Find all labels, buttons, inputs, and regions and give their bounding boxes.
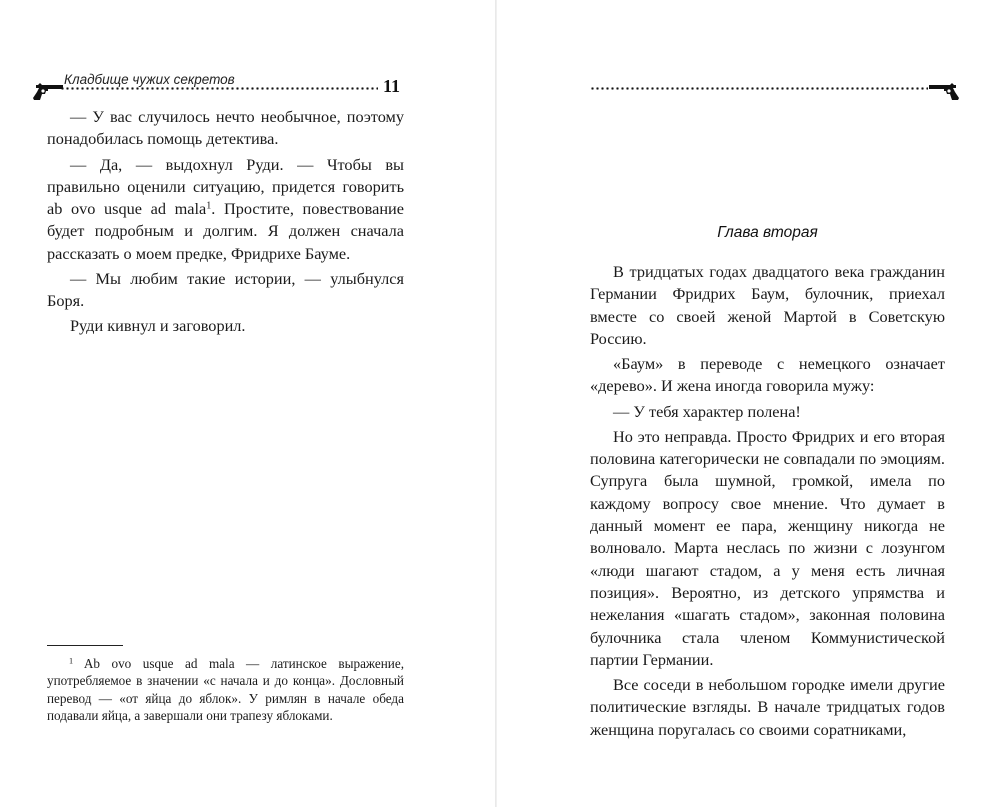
paragraph: «Баум» в переводе с немецкого означает «дерево». И жена иногда говорила мужу: bbox=[590, 354, 945, 396]
revolver-icon bbox=[30, 82, 64, 102]
left-page bbox=[0, 0, 496, 807]
page-number: 11 bbox=[383, 76, 401, 96]
running-header bbox=[0, 72, 496, 102]
paragraph: — Да, — выдохнул Руди. — Чтобы вы правильно оценили ситуацию, придется говорить ab ovo usque ad mala$^1$. Простите, повествование будет подробным и долгим. Я должен сначала рассказать о моем предке, Фридрихе Бауме. bbox=[47, 154, 404, 263]
revolver-icon bbox=[928, 82, 962, 102]
header-dot-leader bbox=[590, 87, 928, 90]
footnote-rule bbox=[47, 645, 123, 646]
paragraph: — Мы любим такие истории, — улыбнулся Боря. bbox=[47, 268, 404, 311]
right-body-text bbox=[590, 261, 945, 744]
paragraph: — У тебя характер полена! bbox=[613, 401, 801, 421]
paragraph: Все соседи в небольшом городке имели другие политические взгляды. В начале тридцатых годов женщина поругалась со своими соратниками, bbox=[590, 675, 945, 739]
header-dot-leader bbox=[60, 87, 378, 90]
chapter-title: Глава вторая bbox=[717, 224, 818, 241]
running-title: Кладбище чужих секретов bbox=[64, 72, 235, 87]
paragraph: — У вас случилось нечто необычное, поэтому понадобилась помощь детектива. bbox=[47, 107, 404, 149]
footnote-ref: 1 bbox=[206, 200, 212, 212]
paragraph: В тридцатых годах двадцатого века гражданин Германии Фридрих Баум, булочник, приехал вместе со своей женой Мартой в Советскую Россию. bbox=[590, 262, 945, 348]
footnote bbox=[47, 655, 404, 725]
footnote-marker: 1 bbox=[69, 656, 74, 666]
left-body-text bbox=[47, 106, 404, 341]
paragraph: Руди кивнул и заговорил. bbox=[70, 316, 246, 336]
paragraph: Но это неправда. Просто Фридрих и его вторая половина категорически не совпадали по эмоциям. Супруга была шумной, громкой, имела по каждому вопросу свое мнение. Что думает в данный момент ее пара, женщину никогда не волновало. Марта неслась по жизни с лозунгом «люди шагают стадом, а у меня есть личная позиция». Вероятно, из детского упрямства и нежелания «шагать стадом», законная половина булочника стала членом Коммунистической партии Германии. bbox=[590, 426, 945, 669]
footnote-text: Ab ovo usque ad mala — латинское выражение, употребляемое в значении «с начала и до конца». Дословный перевод — «от яйца до яблок». У римлян в начале обеда подавали яйца, а завершали они трапезу яблоками. bbox=[47, 656, 404, 724]
